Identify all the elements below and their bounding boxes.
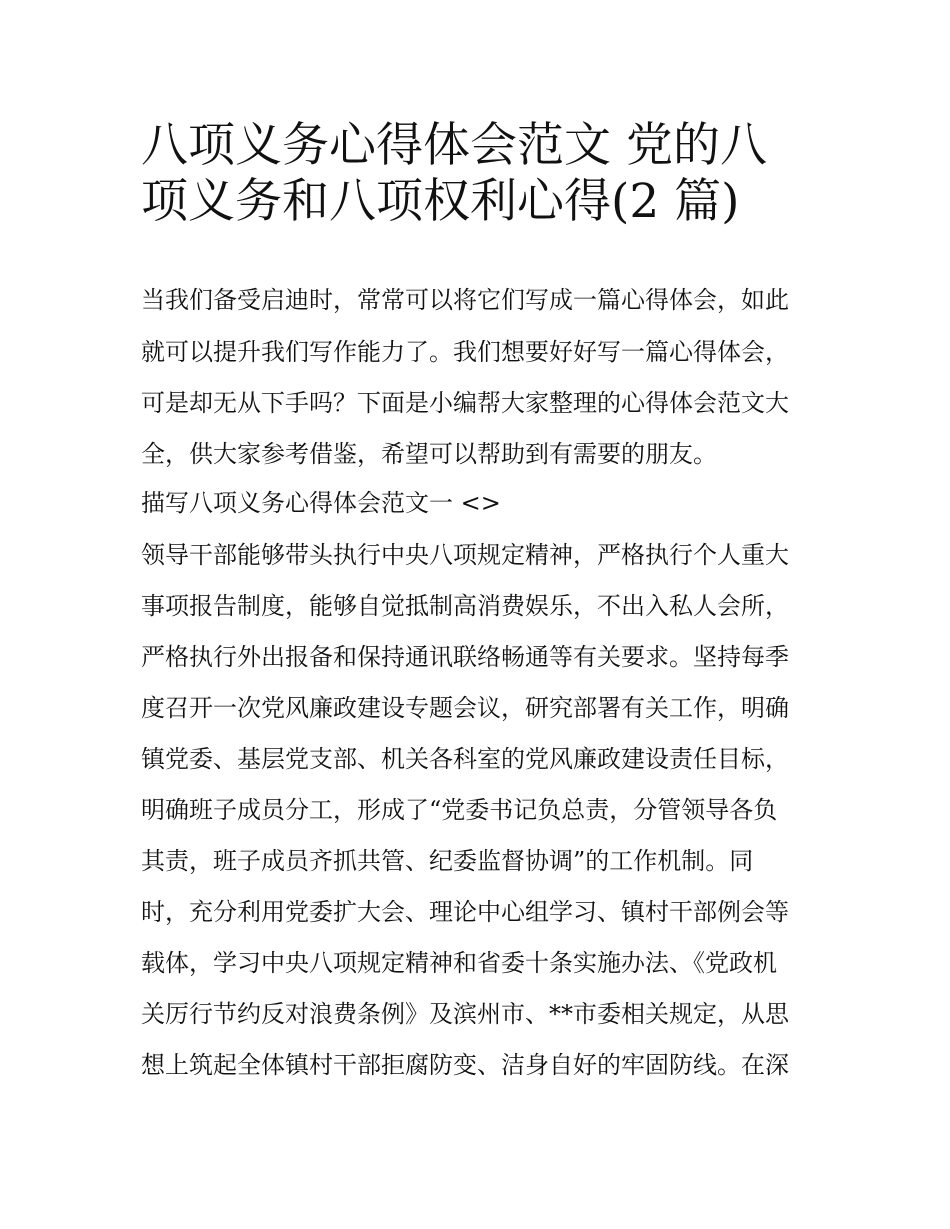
- body-line-6: 明确班子成员分工，形成了“党委书记负总责，分管领导各负: [141, 796, 778, 824]
- body-line-9: 载体，学习中央八项规定精神和省委十条实施办法、《党政机: [141, 949, 777, 977]
- body-line-11: 想上筑起全体镇村干部拒腐防变、洁身自好的牢固防线。在深: [141, 1051, 789, 1079]
- intro-line-4: 全，供大家参考借鉴，希望可以帮助到有需要的朋友。: [141, 440, 717, 468]
- body-line-8: 时，充分利用党委扩大会、理论中心组学习、镇村干部例会等: [141, 898, 789, 926]
- intro-line-2: 就可以提升我们写作能力了。我们想要好好写一篇心得体会，: [141, 338, 789, 366]
- body-line-5: 镇党委、基层党支部、机关各科室的党风廉政建设责任目标，: [141, 745, 789, 773]
- intro-line-1: 当我们备受启迪时，常常可以将它们写成一篇心得体会，如此: [141, 286, 789, 314]
- body-line-1: 领导干部能够带头执行中央八项规定精神，严格执行个人重大: [141, 541, 789, 569]
- section-heading: 描写八项义务心得体会范文一 <>: [141, 489, 501, 517]
- title-line-2: 项义务和八项权利心得(2 篇): [141, 174, 740, 229]
- body-line-4: 度召开一次党风廉政建设专题会议，研究部署有关工作，明确: [141, 694, 789, 722]
- body-line-2: 事项报告制度，能够自觉抵制高消费娱乐，不出入私人会所，: [141, 592, 789, 620]
- intro-line-3: 可是却无从下手吗？下面是小编帮大家整理的心得体会范文大: [141, 389, 789, 417]
- body-line-7: 其责，班子成员齐抓共管、纪委监督协调”的工作机制。同: [141, 847, 754, 875]
- title-line-1: 八项义务心得体会范文 党的八: [141, 118, 767, 173]
- body-line-3: 严格执行外出报备和保持通讯联络畅通等有关要求。坚持每季: [141, 643, 789, 671]
- body-line-10: 关厉行节约反对浪费条例》及滨州市、**市委相关规定，从思: [141, 1000, 789, 1028]
